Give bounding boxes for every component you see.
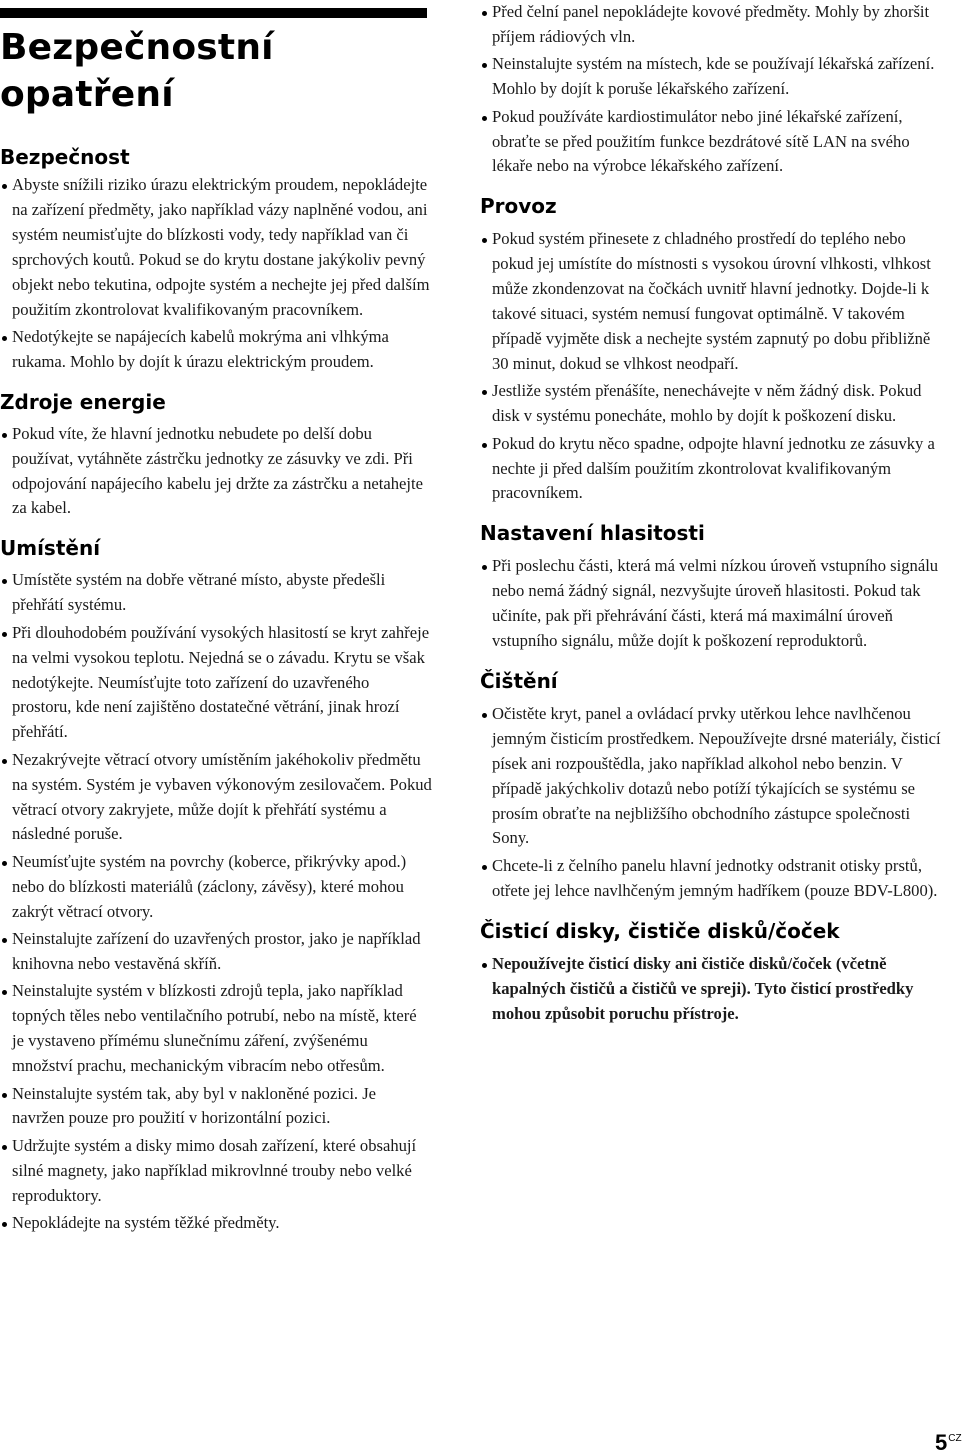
list-item: Při dlouhodobém používání vysokých hlasitostí se kryt zahřeje na velmi vysokou teplotu. Nejedná se o závadu. Krytu se však nedotýkejte. Neumísťujte toto zařízení do uzavřeného prostoru, kde není zajištěno dostatečné větrání, jinak hrozí přehřátí.	[0, 621, 432, 746]
page-number	[935, 1426, 962, 1456]
list-item: Pokud víte, že hlavní jednotku nebudete po delší dobu používat, vytáhněte zástrčku jednotky ze zásuvky ve zdi. Při odpojování napájecího kabelu jej držte za zástrčku a netahejte za kabel.	[0, 422, 432, 522]
right-column	[480, 0, 950, 1029]
heading-umisteni: Umístění	[0, 536, 101, 561]
page-number-language: CZ	[948, 1433, 962, 1444]
page-title-line1: Bezpečnostní	[0, 27, 274, 68]
list-disky	[480, 952, 950, 1027]
list-item: Neinstalujte systém tak, aby byl v nakloněné pozici. Je navržen pouze pro použití v horizontální pozici.	[0, 1082, 432, 1132]
list-item: Neinstalujte systém na místech, kde se používají lékařská zařízení. Mohlo by dojít k poruše lékařského zařízení.	[480, 52, 950, 102]
heading-hlasitost: Nastavení hlasitosti	[480, 521, 705, 546]
list-item: Neumísťujte systém na povrchy (koberce, přikrývky apod.) nebo do blízkosti materiálů (záclony, závěsy), které mohou zakrýt větrací otvory.	[0, 850, 432, 925]
list-item: Očistěte kryt, panel a ovládací prvky utěrkou lehce navlhčenou jemným čisticím prostředkem. Nepoužívejte drsné materiály, čisticí písek ani rozpouštědla, jako například alkohol nebo benzin. V případě jakýchkoliv dotazů nebo potíží týkajících se systému se prosím obraťte na nejbližšího obchodního zástupce společnosti Sony.	[480, 702, 950, 851]
heading-provoz: Provoz	[480, 194, 557, 219]
page-title	[0, 24, 432, 118]
heading-bezpecnost: Bezpečnost	[0, 145, 130, 169]
list-item: Nepoužívejte čisticí disky ani čističe disků/čoček (včetně kapalných čističů a čističů ve spreji). Tyto čisticí prostředky mohou způsobit poruchu přístroje.	[480, 952, 950, 1027]
list-bezpecnost	[0, 173, 432, 375]
list-item: Jestliže systém přenášíte, nenechávejte v něm žádný disk. Pokud disk v systému ponecháte, mohlo by dojít k poškození disku.	[480, 379, 950, 429]
heading-zdroje: Zdroje energie	[0, 389, 166, 414]
heading-cisteni: Čištění	[480, 668, 558, 693]
list-item: Nedotýkejte se napájecích kabelů mokrýma ani vlhkýma rukama. Mohlo by dojít k úrazu elektrickým proudem.	[0, 325, 432, 375]
list-item: Abyste snížili riziko úrazu elektrickým proudem, nepokládejte na zařízení předměty, jako například vázy naplněné vodou, ani systém neumisťujte do blízkosti vody, tedy například van či sprchových koutů. Pokud se do krytu dostane jakýkoliv pevný objekt nebo tekutina, odpojte systém a nechejte jej před dalším použitím zkontrolovat kvalifikovaným pracovníkem.	[0, 173, 432, 322]
list-hlasitost	[480, 554, 950, 654]
page-number-value: 5	[935, 1430, 948, 1455]
list-item: Neinstalujte systém v blízkosti zdrojů tepla, jako například topných těles nebo ventilačního potrubí, nebo na místě, které je vystaveno přímému slunečnímu záření, zvýšenému množství prachu, mechanickým vibracím nebo otřesům.	[0, 979, 432, 1079]
list-cisteni	[480, 702, 950, 904]
list-item: Umístěte systém na dobře větrané místo, abyste předešli přehřátí systému.	[0, 568, 432, 618]
left-column	[0, 0, 432, 1238]
list-umisteni	[0, 568, 432, 1236]
list-umisteni-continued	[480, 0, 950, 179]
list-item: Před čelní panel nepokládejte kovové předměty. Mohly by zhoršit příjem rádiových vln.	[480, 0, 950, 50]
list-item: Nepokládejte na systém těžké předměty.	[0, 1211, 432, 1236]
list-item: Pokud používáte kardiostimulátor nebo jiné lékařské zařízení, obraťte se před použitím funkce bezdrátové sítě LAN na svého lékaře nebo na výrobce lékařského zařízení.	[480, 105, 950, 180]
list-item: Pokud do krytu něco spadne, odpojte hlavní jednotku ze zásuvky a nechte ji před dalším použitím zkontrolovat kvalifikovaným pracovníkem.	[480, 432, 950, 507]
list-item: Chcete-li z čelního panelu hlavní jednotky odstranit otisky prstů, otřete jej lehce navlhčeným jemným hadříkem (pouze BDV-L800).	[480, 854, 950, 904]
list-provoz	[480, 227, 950, 506]
list-item: Udržujte systém a disky mimo dosah zařízení, které obsahují silné magnety, jako například mikrovlnné trouby nebo velké reproduktory.	[0, 1134, 432, 1209]
list-item: Nezakrývejte větrací otvory umístěním jakéhokoliv předmětu na systém. Systém je vybaven výkonovým zesilovačem. Pokud větrací otvory zakryjete, může dojít k přehřátí systému a následné poruše.	[0, 748, 432, 848]
list-zdroje	[0, 422, 432, 522]
list-item: Pokud systém přinesete z chladného prostředí do teplého nebo pokud jej umístíte do místnosti s vysokou úrovní vlhkosti, vlhkost může zkondenzovat na čočkách uvnitř hlavní jednotky. Dojde-li k takové situaci, systém nemusí fungovat optimálně. V takovém případě vyjměte disk a nechejte systém zapnutý po dobu přibližně 30 minut, dokud se vlhkost neodpaří.	[480, 227, 950, 376]
page-title-line2: opatření	[0, 74, 174, 115]
list-item: Neinstalujte zařízení do uzavřených prostor, jako je například knihovna nebo vestavěná skříň.	[0, 927, 432, 977]
list-item: Při poslechu části, která má velmi nízkou úroveň vstupního signálu nebo nemá žádný signál, nezvyšujte úroveň hlasitosti. Pokud tak učiníte, pak při přehrávání části, která má maximální úroveň vstupního signálu, může dojít k poškození reproduktorů.	[480, 554, 950, 654]
heading-disky: Čisticí disky, čističe disků/čoček	[480, 918, 840, 943]
